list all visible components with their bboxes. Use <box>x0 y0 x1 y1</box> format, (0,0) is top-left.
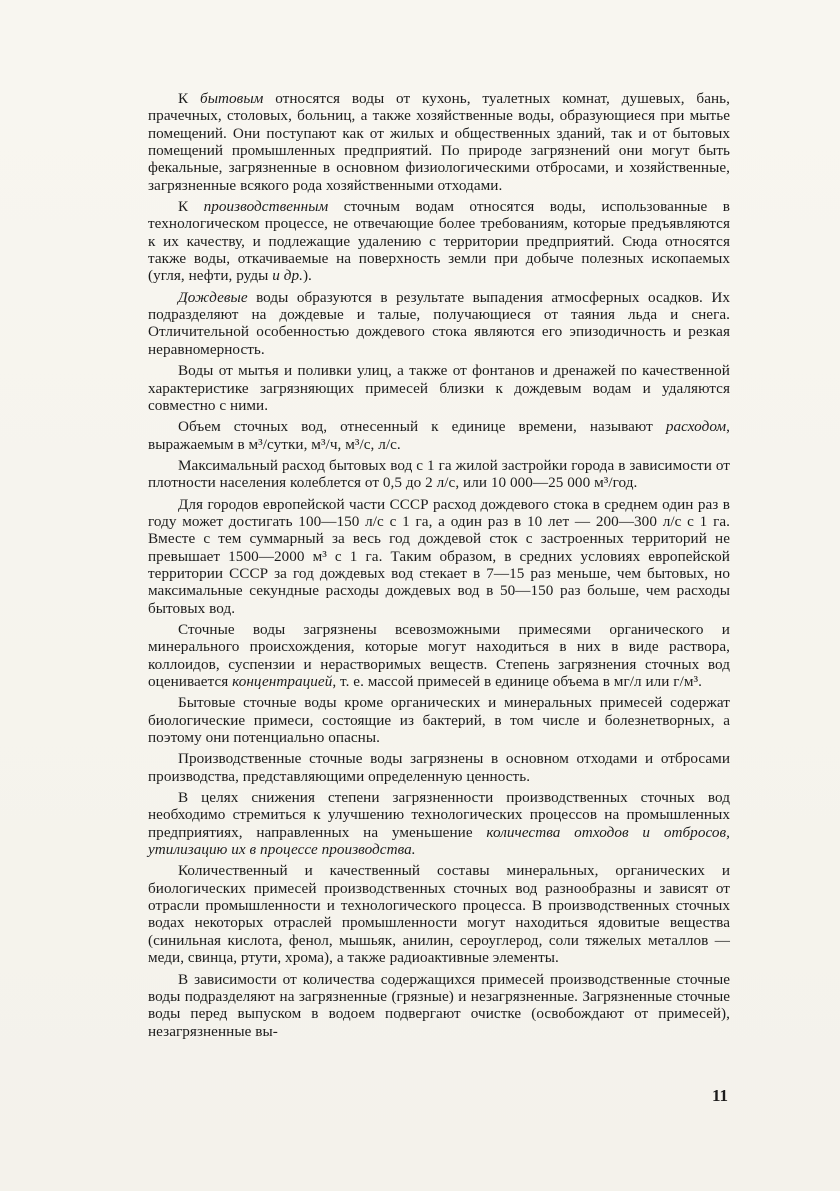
text-run: Сточные воды загрязнены всевозможными примесями органического и минерального происхождения, которые могут находиться в них в виде раствора, коллоидов, суспензии и нерастворимых веществ. Степень загрязнения сточных вод оценивается <box>148 620 730 690</box>
text-run: сточным водам относятся воды, использованные в технологическом процессе, не отвечающие более требованиям, которые предъявляются к их качеству, и подлежащие удалению с территории предприятий. Сюда относятся также воды, откачиваемые на поверхность земли при добыче полезных ископаемых (угля, нефти, руды <box>148 198 730 285</box>
paragraph <box>148 362 730 414</box>
paragraph <box>148 750 730 785</box>
paragraph <box>148 457 730 492</box>
italic-term: расходом <box>665 418 727 436</box>
text-run: К <box>178 198 204 216</box>
text-run: Для городов европейской части СССР расход дождевого стока в среднем один раз в году может достигать 100—150 л/с с 1 га, а один раз в 10 лет — 200—300 л/с с 1 га. Вместе с тем суммарный за весь год дождевой сток с застроенных территорий не превышает 1500—2000 м³ с 1 га. Таким образом, в средних условиях европейской территории СССР за год дождевых вод стекает в 7—15 раз меньше, чем бытовых, но максимальные секундные расходы дождевых вод в 50—150 раз больше, чем расходы бытовых вод. <box>148 495 730 617</box>
text-run: Производственные сточные воды загрязнены в основном отходами и отбросами производства, представляющими определенную ценность. <box>148 750 730 785</box>
text-run: Воды от мытья и поливки улиц, а также от фонтанов и дренажей по качественной характеристике загрязняющих примесей близки к дождевым водам и удаляются совместно с ними. <box>148 362 730 414</box>
text-run: Бытовые сточные воды кроме органических и минеральных примесей содержат биологические примеси, состоящие из бактерий, в том числе и болезнетворных, а поэтому они потенциально опасны. <box>148 694 730 747</box>
paragraph <box>148 289 730 358</box>
italic-term: Дождевые <box>178 288 248 306</box>
paragraph <box>148 862 730 966</box>
paragraph <box>148 971 730 1040</box>
italic-term: производственным <box>203 198 329 216</box>
paragraph <box>148 90 730 194</box>
paragraph <box>148 418 730 453</box>
paragraph <box>148 198 730 285</box>
text-run: воды образуются в результате выпадения атмосферных осадков. Их подразделяют на дождевые и талые, получающиеся от таяния льда и снега. Отличительной особенностью дождевого стока являются его эпизодичность и резкая неравномерность. <box>148 288 730 358</box>
text-run: Количественный и качественный составы минеральных, органических и биологических примесей производственных сточных вод разнообразны и зависят от отрасли промышленности и технологического процесса. В производственных сточных водах некоторых отраслей промышленности могут находиться ядовитые вещества (синильная кислота, фенол, мышьяк, анилин, сероуглерод, соли тяжелых металлов — меди, свинца, ртути, хрома), а также радиоактивные элементы. <box>148 862 730 967</box>
paragraph <box>148 789 730 858</box>
paragraph <box>148 694 730 746</box>
page-number: 11 <box>712 1086 729 1105</box>
italic-term: и др. <box>272 267 303 285</box>
italic-term: количества отходов и отбросов, утилизацию их в процессе производства. <box>148 823 731 859</box>
italic-term: концентрацией <box>232 673 333 690</box>
italic-term: бытовым <box>200 90 264 107</box>
text-run: Объем сточных вод, отнесенный к единице времени, называют <box>178 418 666 436</box>
text-run: Максимальный расход бытовых вод с 1 га жилой застройки города в зависимости от плотности населения колеблется от 0,5 до 2 л/с, или 10 000—25 000 м³/год. <box>148 456 730 492</box>
text-run: ). <box>302 267 312 285</box>
text-run: , т. е. массой примесей в единице объема в мг/л или г/м³. <box>332 673 702 690</box>
text-run: В зависимости от количества содержащихся примесей производственные сточные воды подразделяют на загрязненные (грязные) и незагрязненные. Загрязненные сточные воды перед выпуском в водоем подвергают очистке (освобождают от примесей), незагрязненные вы- <box>148 970 730 1040</box>
body-text <box>148 90 730 1044</box>
paragraph <box>148 496 730 617</box>
paragraph <box>148 621 730 690</box>
text-run: К <box>178 90 200 107</box>
text-run: , выражаемым в м³/сутки, м³/ч, м³/с, л/с. <box>148 418 730 453</box>
text-run: В целях снижения степени загрязненности производственных сточных вод необходимо стремиться к улучшению технологических процессов на промышленных предприятиях, направленных на уменьшение <box>148 789 730 841</box>
text-run: относятся воды от кухонь, туалетных комнат, душевых, бань, прачечных, столовых, больниц, а также хозяйственные воды, образующиеся при мытье помещений. Они поступают как от жилых и общественных зданий, так и от бытовых помещений промышленных предприятий. По природе загрязнений они могут быть фекальные, загрязненные в основном физиологическими отбросами, и хозяйственные, загрязненные всякого рода хозяйственными отходами. <box>148 90 730 194</box>
